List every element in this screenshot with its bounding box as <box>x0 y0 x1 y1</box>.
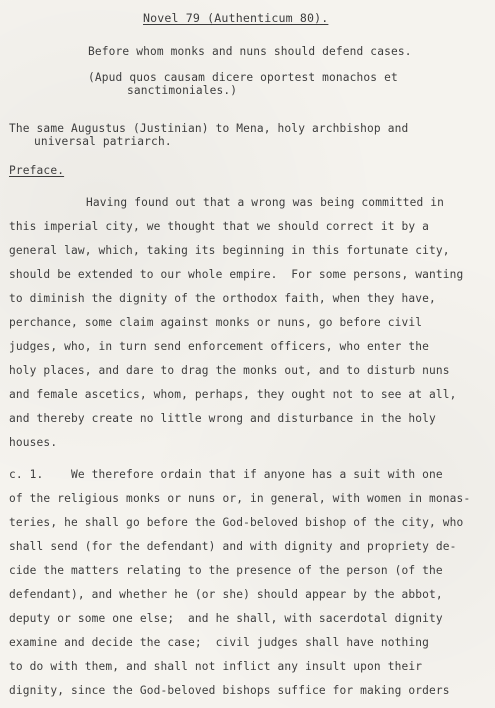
preface-line: Having found out that a wrong was being committed in <box>86 196 445 209</box>
chapter-line: shall send (for the defendant) and with dignity and propriety de- <box>9 540 457 553</box>
document-title: Novel 79 (Authenticum 80). <box>143 11 329 25</box>
document-subtitle: Before whom monks and nuns should defend cases. <box>88 45 412 58</box>
chapter-line: deputy or some one else; and he shall, with sacerdotal dignity <box>9 612 443 625</box>
address-line-2: universal patriarch. <box>34 135 172 148</box>
chapter-line: cide the matters relating to the presence of the person (of the <box>9 564 443 577</box>
preface-line: judges, who, in turn send enforcement officers, who enter the <box>9 340 430 353</box>
chapter-line: c. 1. We therefore ordain that if anyone has a suit with one <box>9 468 443 481</box>
chapter-line: to do with them, and shall not inflict any insult upon their <box>9 660 423 673</box>
chapter-line: dignity, since the God-beloved bishops suffice for making orders <box>9 684 450 697</box>
preface-line: perchance, some claim against monks or nuns, go before civil <box>9 316 423 329</box>
chapter-line: of the religious monks or nuns or, in general, with women in monas- <box>9 492 471 505</box>
chapter-line: teries, he shall go before the God-beloved bishop of the city, who <box>9 516 464 529</box>
latin-subtitle-line-2: sanctimoniales.) <box>127 84 238 97</box>
preface-heading: Preface. <box>9 164 65 177</box>
chapter-line: defendant), and whether he (or she) should appear by the abbot, <box>9 588 443 601</box>
preface-line: this imperial city, we thought that we should correct it by a <box>9 220 430 233</box>
chapter-line: examine and decide the case; civil judges shall have nothing <box>9 636 430 649</box>
preface-line: holy places, and dare to drag the monks out, and to disturb nuns <box>9 364 450 377</box>
preface-line: should be extended to our whole empire. For some persons, wanting <box>9 268 464 281</box>
preface-line: and thereby create no little wrong and disturbance in the holy <box>9 412 436 425</box>
preface-line: and female ascetics, whom, perhaps, they ought not to see at all, <box>9 388 457 401</box>
preface-line: houses. <box>9 436 58 449</box>
address-line-1: The same Augustus (Justinian) to Mena, holy archbishop and <box>9 122 409 135</box>
latin-subtitle-line-1: (Apud quos causam dicere oportest monachos et <box>88 71 398 84</box>
preface-line: general law, which, taking its beginning in this fortunate city, <box>9 244 450 257</box>
preface-line: to diminish the dignity of the orthodox faith, when they have, <box>9 292 436 305</box>
